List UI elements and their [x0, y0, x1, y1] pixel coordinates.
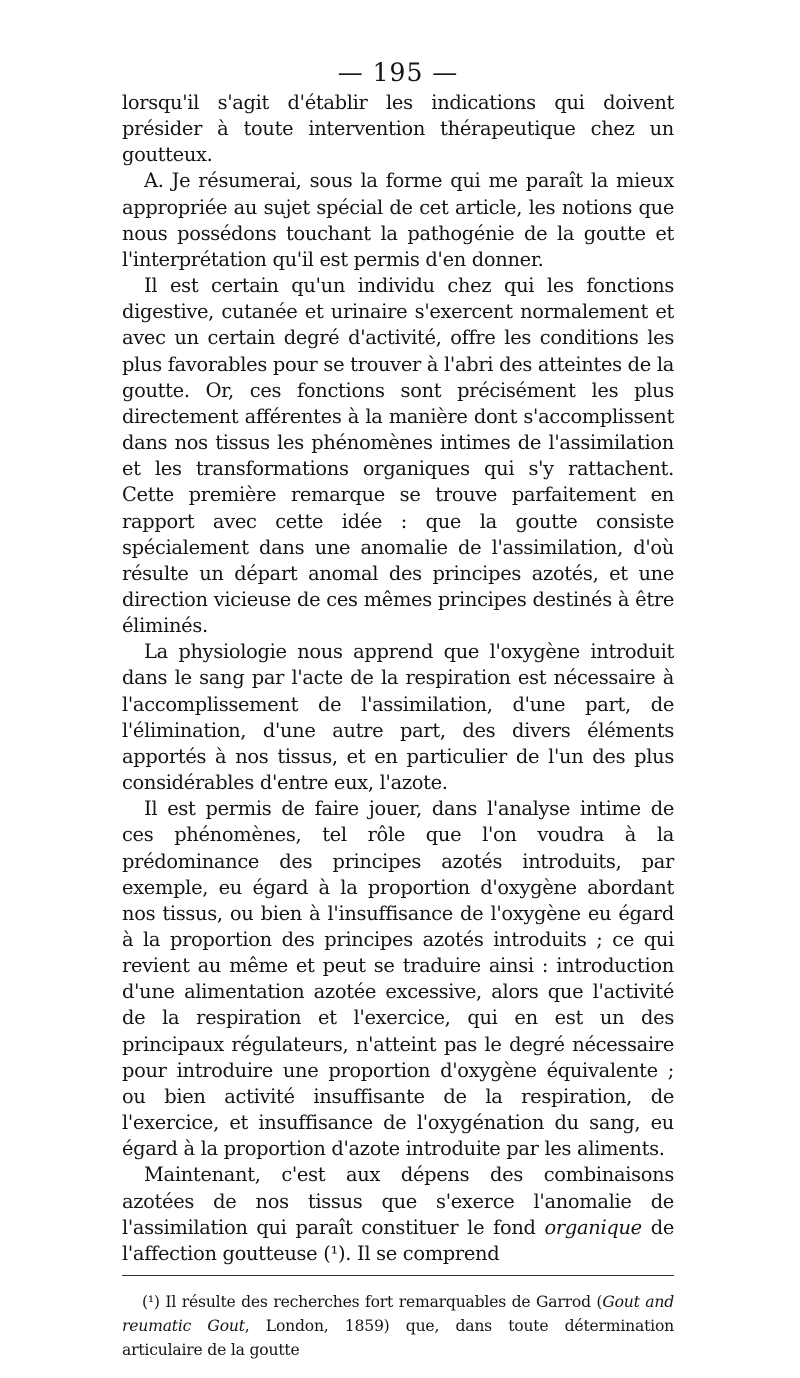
body-text — [122, 90, 674, 1267]
paragraph-last — [122, 1162, 674, 1267]
paragraph: La physiologie nous apprend que l'oxygène introduit dans le sang par l'acte de la respiration est nécessaire à l'accomplissement de l'assimilation, d'une part, de l'élimination, d'une autre part, des divers éléments apportés à nos tissus, et en particulier de l'un des plus considérables d'entre eux, l'azote. — [122, 640, 674, 795]
document-page — [122, 58, 674, 1378]
paragraph-text: . Il se comprend — [345, 1241, 500, 1265]
page-number: — 195 — — [337, 58, 459, 87]
paragraph: A. Je résumerai, sous la forme qui me paraît la mieux appropriée au sujet spécial de cet article, les notions que nous possédons touchant la pathogénie de la goutte et l'interprétation qu'il est permis d'en donner. — [122, 169, 674, 271]
footnote-cited-title: Gout and reumatic Gout — [122, 1293, 674, 1336]
paragraph: lorsqu'il s'agit d'établir les indications qui doivent présider à toute intervention thérapeutique chez un goutteux. — [122, 91, 674, 167]
footnote — [122, 1290, 674, 1362]
paragraph-text: de l'affection goutteuse — [122, 1215, 674, 1265]
paragraph: Il est permis de faire jouer, dans l'analyse intime de ces phénomènes, tel rôle que l'on voudra à la prédominance des principes azotés introduits, par exemple, eu égard à la proportion d'oxygène abordant nos tissus, ou bien à l'insuffisance de l'oxygène eu égard à la proportion des principes azotés introduits ; ce qui revient au même et peut se traduire ainsi : introduction d'une alimentation azotée excessive, alors que l'activité de la respiration et l'exercice, qui en est un des principaux régulateurs, n'atteint pas le degré nécessaire pour introduire une proportion d'oxygène équivalente ; ou bien activité insuffisante de la respiration, de l'exercice, et insuffisance de l'oxygénation du sang, eu égard à la proportion d'azote introduite par les aliments. — [122, 797, 674, 1161]
paragraph: Il est certain qu'un individu chez qui les fonctions digestive, cutanée et urinaire s'exercent normalement et avec un certain degré d'activité, offre les conditions les plus favorables pour se trouver à l'abri des atteintes de la goutte. Or, ces fonctions sont précisément les plus directement afférentes à la manière dont s'accomplissent dans nos tissus les phénomènes intimes de l'assimilation et les transformations organiques qui s'y rattachent. Cette première remarque se trouve parfaitement en rapport avec cette idée : que la goutte consiste spécialement dans une anomalie de l'assimilation, d'où résulte un départ anomal des principes azotés, et une direction vicieuse de ces mêmes principes destinés à être éliminés. — [122, 274, 674, 638]
footnote-marker: (¹) — [142, 1293, 160, 1312]
footnote-text: Il résulte des recherches fort remarquables de Garrod ( — [159, 1293, 603, 1312]
emphasized-word: organique — [544, 1215, 642, 1239]
footnote-reference[interactable]: (¹) — [323, 1241, 346, 1265]
footnote-divider — [122, 1275, 674, 1276]
paragraph-text: Maintenant, c'est aux dépens des combinaisons azotées de nos tissus que s'exerce l'anomalie de l'assimilation qui paraît constituer le fond — [122, 1163, 674, 1239]
footnote-text: , London, 1859) que, dans toute détermination articulaire de la goutte — [122, 1317, 674, 1360]
